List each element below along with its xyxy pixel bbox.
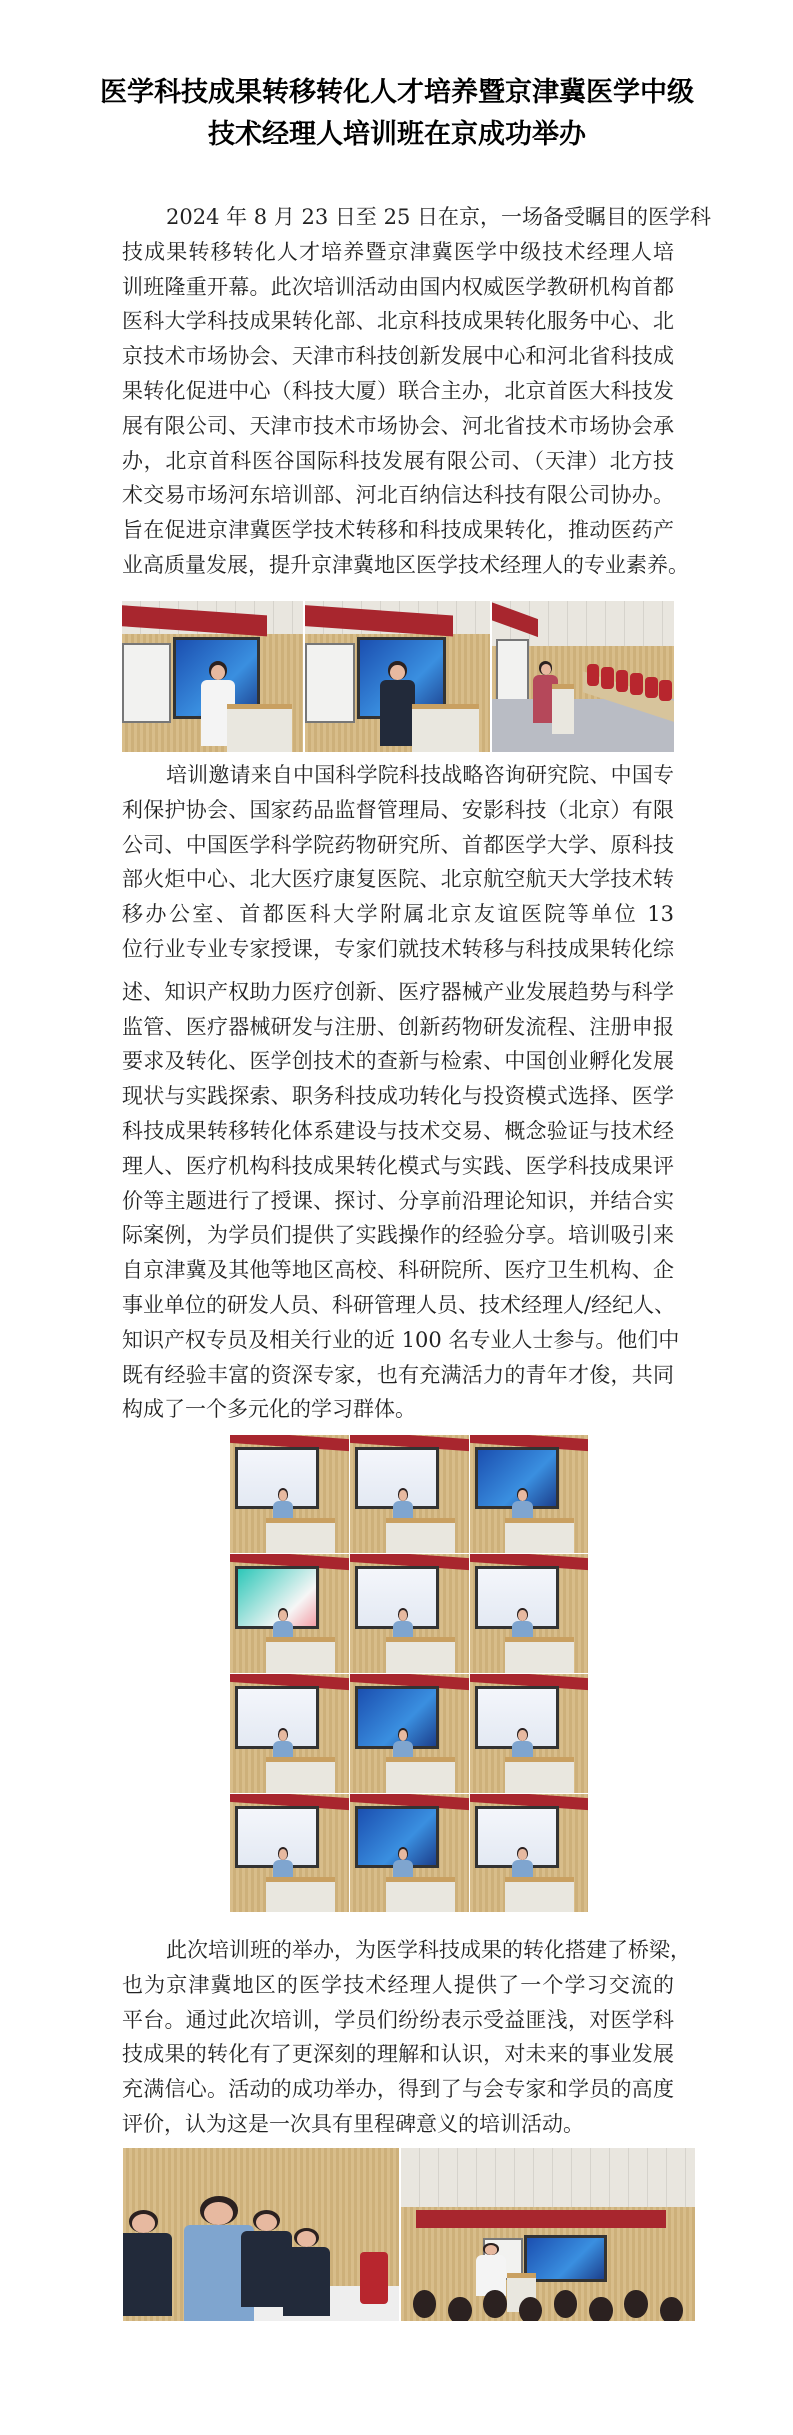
podium <box>505 1518 573 1553</box>
attendee <box>587 664 600 685</box>
text-line: 技成果的转化有了更深刻的理解和认识，对未来的事业发展 <box>122 2042 674 2067</box>
paragraph-intro <box>122 200 711 583</box>
text-line: 展有限公司、天津市技术市场协会、河北省技术市场协会承 <box>122 413 674 438</box>
photo-speaker-man <box>122 601 303 752</box>
text-line: 评价，认为这是一次具有里程碑意义的培训活动。 <box>122 2111 584 2136</box>
podium <box>412 704 479 752</box>
collage-photo-speaker <box>470 1674 588 1793</box>
text-line: 移办公室、首都医科大学附属北京友谊医院等单位 13 <box>122 902 674 927</box>
text-line: 平台。通过此次培训，学员们纷纷表示受益匪浅，对医学科 <box>122 2007 674 2032</box>
person-body <box>380 680 415 746</box>
text-line: 训班隆重开幕。此次培训活动由国内权威医学教研机构首都 <box>122 274 674 299</box>
attendee <box>659 680 672 701</box>
slide-screen <box>475 1686 559 1749</box>
slide-screen <box>235 1447 320 1510</box>
title-line-1: 医学科技成果转移转化人才培养暨京津冀医学中级 <box>100 77 694 108</box>
text-line: 办，北京首科医谷国际科技发展有限公司、（天津）北方技 <box>122 448 674 473</box>
text-line: 际案例，为学员们提供了实践操作的经验分享。培训吸引来 <box>122 1223 674 1248</box>
text-line: 利保护协会、国家药品监督管理局、安影科技（北京）有限 <box>122 797 674 822</box>
audience-head <box>660 2297 684 2321</box>
audience-head <box>554 2290 578 2318</box>
collage-photo-speaker <box>230 1794 349 1912</box>
podium <box>386 1518 455 1553</box>
podium <box>266 1637 335 1673</box>
photo-classroom <box>492 601 674 752</box>
collage-photo-speaker <box>350 1794 469 1912</box>
audience-head <box>589 2297 613 2321</box>
collage-photo-speaker <box>350 1674 469 1793</box>
chair <box>360 2252 388 2304</box>
person-body <box>123 2233 172 2316</box>
paragraph-conclusion <box>122 1933 691 2142</box>
slide-screen <box>355 1806 440 1869</box>
podium <box>266 1757 335 1793</box>
photo-lecture-hall <box>401 2148 695 2321</box>
text-line: 知识产权专员及相关行业的近 100 名专业人士参与。他们中 <box>122 1327 680 1352</box>
ceiling <box>401 2148 695 2207</box>
person-face <box>204 2202 233 2225</box>
text-line: 现状与实践探索、职务科技成功转化与投资模式选择、医学 <box>122 1084 674 1109</box>
collage-photo-speaker <box>470 1554 588 1673</box>
title-line-2: 技术经理人培训班在京成功举办 <box>208 119 586 150</box>
person-face <box>279 1610 287 1621</box>
text-line: 培训邀请来自中国科学院科技战略咨询研究院、中国专 <box>166 763 674 787</box>
person-face <box>211 665 225 680</box>
slide-screen <box>235 1566 320 1629</box>
podium <box>505 1637 573 1673</box>
text-line: 公司、中国医学科学院药物研究所、首都医学大学、原科技 <box>122 832 674 857</box>
person-face <box>399 1610 407 1621</box>
text-line: 旨在促进京津冀医学技术转移和科技成果转化，推动医药产 <box>122 518 674 543</box>
person-face <box>518 1849 526 1860</box>
collage-photo-speaker <box>350 1435 469 1553</box>
text-line: 述、知识产权助力医疗创新、医疗器械产业发展趋势与科学 <box>122 979 674 1004</box>
person-face <box>518 1730 526 1741</box>
person-face <box>518 1610 526 1621</box>
audience-head <box>413 2290 437 2318</box>
text-line: 果转化促进中心（科技大厦）联合主办，北京首医大科技发 <box>122 378 674 403</box>
slide-screen <box>355 1447 440 1510</box>
paragraph-experts <box>122 758 680 1427</box>
text-line: 京技术市场协会、天津市科技创新发展中心和河北省科技成 <box>122 344 674 369</box>
text-line: 理人、医疗机构科技成果转化模式与实践、医学科技成果评 <box>122 1153 674 1178</box>
person-body <box>283 2247 330 2316</box>
lectern <box>552 684 574 734</box>
attendee <box>630 673 643 694</box>
text-line: 自京津冀及其他等地区高校、科研院所、医疗卫生机构、企 <box>122 1258 674 1283</box>
text-line: 位行业专业专家授课，专家们就技术转移与科技成果转化综 <box>122 936 674 961</box>
podium <box>505 1877 573 1912</box>
text-line: 既有经验丰富的资深专家，也有充满活力的青年才俊，共同 <box>122 1362 674 1387</box>
photo-speaker-woman <box>305 601 490 752</box>
slide-screen <box>475 1447 559 1510</box>
podium <box>386 1877 455 1912</box>
text-line: 术交易市场河东培训部、河北百纳信达科技有限公司协办。 <box>122 483 674 508</box>
person-face <box>541 664 551 675</box>
person-face <box>399 1730 407 1741</box>
person-face <box>518 1490 526 1501</box>
text-line: 事业单位的研发人员、科研管理人员、技术经理人/经纪人、 <box>122 1292 676 1317</box>
text-line: 构成了一个多元化的学习群体。 <box>122 1397 416 1422</box>
person-face <box>485 2245 497 2254</box>
projection-screen <box>524 2235 606 2283</box>
text-line: 业高质量发展，提升京津冀地区医学技术经理人的专业素养。 <box>122 552 689 577</box>
red-banner <box>416 2210 666 2227</box>
podium <box>505 1757 573 1793</box>
podium <box>386 1637 455 1673</box>
podium <box>386 1757 455 1793</box>
person-face <box>132 2214 155 2233</box>
person-face <box>279 1730 287 1741</box>
attendee <box>616 670 629 691</box>
text-line: 技成果转移转化人才培养暨京津冀医学中级技术经理人培 <box>122 239 674 264</box>
collage-photo-speaker <box>470 1435 588 1553</box>
podium <box>266 1518 335 1553</box>
collage-photo-speaker <box>350 1554 469 1673</box>
attendee <box>645 677 658 698</box>
slide-screen <box>235 1686 320 1749</box>
collage-photo-speaker <box>230 1435 349 1553</box>
slide-screen <box>355 1686 440 1749</box>
text-line: 监管、医疗器械研发与注册、创新药物研发流程、注册申报 <box>122 1014 674 1039</box>
collage-photo-speaker <box>230 1674 349 1793</box>
text-line: 科技成果转移转化体系建设与技术交易、概念验证与技术经 <box>122 1118 674 1143</box>
person-face <box>297 2231 316 2247</box>
podium <box>227 704 292 752</box>
whiteboard <box>122 643 171 723</box>
article-title <box>100 72 694 156</box>
audience-head <box>483 2290 507 2318</box>
text-line: 价等主题进行了授课、探讨、分享前沿理论知识，并结合实 <box>122 1188 674 1213</box>
slide-screen <box>355 1566 440 1629</box>
text-line: 也为京津冀地区的医学技术经理人提供了一个学习交流的 <box>122 1972 674 1997</box>
text-line: 部火炬中心、北大医疗康复医院、北京航空航天大学技术转 <box>122 867 674 892</box>
text-line: 医科大学科技成果转化部、北京科技成果转化服务中心、北 <box>122 309 674 334</box>
person-face <box>390 665 404 680</box>
text-line: 2024 年 8 月 23 日至 25 日在京，一场备受瞩目的医学科 <box>166 205 711 229</box>
podium <box>266 1877 335 1912</box>
text-line: 此次培训班的举办，为医学科技成果的转化搭建了桥梁， <box>166 1938 691 1962</box>
whiteboard <box>305 643 355 723</box>
slide-screen <box>475 1806 559 1869</box>
collage-photo-speaker <box>230 1554 349 1673</box>
audience-head <box>448 2297 472 2321</box>
speaker-collage <box>230 1435 589 1913</box>
attendee <box>601 667 614 688</box>
audience-head <box>624 2290 648 2318</box>
slide-screen <box>475 1566 559 1629</box>
photo-registration-desk <box>123 2148 399 2321</box>
text-line: 充满信心。活动的成功举办，得到了与会专家和学员的高度 <box>122 2077 674 2102</box>
side-screen <box>496 639 529 706</box>
audience-head <box>519 2297 543 2321</box>
text-line: 要求及转化、医学创技术的查新与检索、中国创业孵化发展 <box>122 1049 674 1074</box>
collage-photo-speaker <box>470 1794 588 1912</box>
slide-screen <box>235 1806 320 1869</box>
